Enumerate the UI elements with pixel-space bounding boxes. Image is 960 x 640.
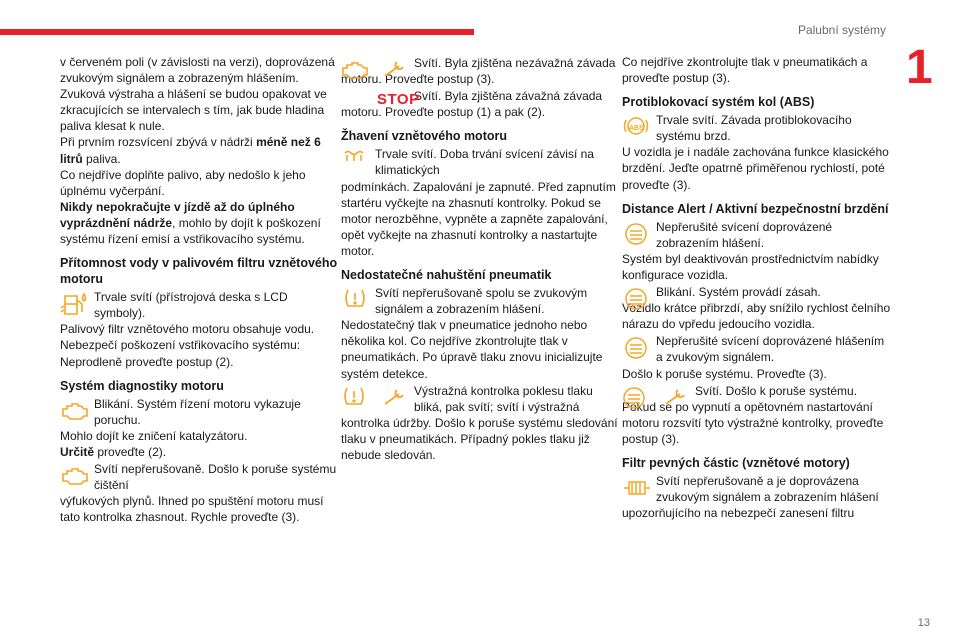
entry-indent-text: Nepřerušité svícení doprovázené hlášením a zvukovým signálem. — [656, 334, 885, 365]
engine-and-wrench-icon — [341, 56, 411, 84]
entry-glow-plugs — [341, 146, 623, 259]
entry-text: podmínkách. Zapalování je zapnuté. Před zapnutím startéru vyčkejte na zhasnutí kontrolky. Pokud se motor nerozběhne, vypněte a zapněte zapalování, opět vyčkejte na zhasnutí kontrolky a nastartujte motor. — [341, 179, 616, 258]
abs-icon — [622, 113, 652, 141]
entry-text: Pokud se po vypnutí a opětovném nastartování motoru rozsvítí tyto výstražné kontrolky, proveďte postup (3). — [622, 399, 884, 446]
entry-distance-alert-1 — [622, 219, 894, 283]
column-1 — [60, 54, 342, 525]
heading-tyre-pressure: Nedostatečné nahuštění pneumatik — [341, 268, 552, 283]
entry-text: upozorňujícího na nebezpečí zanesení filtru — [622, 506, 855, 521]
entry-text: Mohlo dojít ke zničení katalyzátoru. — [60, 428, 248, 443]
tyre-pressure-and-wrench-icon — [341, 384, 411, 412]
heading-water-in-fuel: Přítomnost vody v palivovém filtru vznětového motoru — [60, 256, 338, 287]
collision-warning-icon — [622, 334, 652, 362]
entry-indent-text: Svítí nepřerušovaně. Došlo k poruše systému čištění — [94, 461, 337, 493]
entry-indent-text: Nepřerušité svícení doprovázené zobrazením hlášení. — [656, 219, 833, 250]
glow-plug-icon — [341, 147, 371, 175]
abs-label: ABS — [629, 125, 644, 133]
entry-distance-alert-4 — [622, 383, 894, 447]
entry-major-fault — [341, 88, 623, 120]
entry-text: Došlo k poruše systému. Proveďte (3). — [622, 366, 827, 381]
engine-icon — [60, 462, 90, 490]
entry-indent-text: Blikání. Systém řízení motoru vykazuje poruchu. — [94, 396, 301, 427]
collision-warning-icon — [622, 220, 652, 248]
heading-engine-diagnostics: Systém diagnostiky motoru — [60, 378, 224, 393]
column-2 — [341, 54, 623, 463]
collision-warning-and-wrench-icon — [622, 384, 692, 412]
entry-text: výfukových plynů. Ihned po spuštění motoru musí tato kontrolka zhasnout. Rychle proveďte (3). — [60, 494, 324, 525]
paragraph: v červeném poli (v závislosti na verzi), doprovázená zvukovým signálem a zobrazeným hlášením. — [60, 55, 335, 86]
entry-text: Palivový filtr vznětového motoru obsahuje vodu. Nebezpečí poškození vstřikovacího systému: Neprodleně proveďte postup (2). — [60, 322, 315, 369]
paragraph: Co nejdříve doplňte palivo, aby nedošlo k jeho úplnému vyčerpání. — [60, 167, 306, 198]
entry-text: Systém byl deaktivován prostřednictvím nabídky konfigurace vozidla. — [622, 251, 879, 282]
entry-indent-text: Svítí nepřerušovaně a je doprovázena zvukovým signálem a zobrazením hlášení — [656, 473, 879, 505]
entry-abs — [622, 112, 894, 192]
entry-indent-text: Výstražná kontrolka poklesu tlaku bliká, pak svítí; svítí i výstražná — [414, 383, 593, 414]
entry-tyre-pressure — [341, 285, 623, 382]
entry-particle-filter — [622, 473, 894, 521]
stop-label: STOP — [377, 91, 420, 109]
entry-water-in-fuel — [60, 289, 342, 369]
entry-text: U vozidla je i nadále zachována funkce klasického brzdění. Jeďte opatrně přiměřenou rychlostí, poté proveďte (3). — [622, 145, 889, 192]
entry-tyre-monitor-fault — [341, 383, 623, 463]
entry-minor-fault — [341, 55, 623, 87]
paragraph: Co nejdříve zkontrolujte tlak v pneumatikách a proveďte postup (3). — [622, 55, 868, 86]
heading-abs: Protiblokovací systém kol (ABS) — [622, 95, 815, 110]
entry-text: motoru. Proveďte postup (3). — [341, 72, 495, 87]
entry-text: Nedostatečný tlak v pneumatice jednoho nebo několika kol. Co nejdříve zkontrolujte tlak v pneumatikách. Po úpravě tlaku znovu inicializujte systém detekce. — [341, 318, 603, 381]
entry-indent-text: Blikání. Systém provádí zásah. — [656, 285, 821, 300]
paragraph: Nikdy nepokračujte v jízdě až do úplného vyprázdnění nádrže, mohlo by dojít k poškození systému řízení emisí a vstřikovacího systému. — [60, 199, 321, 247]
entry-text: Určitě proveďte (2). — [60, 444, 167, 459]
entry-indent-text: Svítí nepřerušovaně spolu se zvukovým signálem a zobrazením hlášení. — [375, 286, 588, 317]
entry-indent-text: Svítí. Došlo k poruše systému. — [695, 383, 858, 398]
header-accent-bar — [0, 29, 474, 35]
heading-distance-alert: Distance Alert / Aktivní bezpečnostní brzdění — [622, 201, 889, 216]
entry-text: Vozidlo krátce přibrzdí, aby snížilo rychlost čelního nárazu do vpředu jedoucího vozidla. — [622, 301, 891, 332]
stop-icon — [341, 89, 420, 117]
heading-particle-filter: Filtr pevných částic (vznětové motory) — [622, 455, 850, 470]
column-3 — [622, 54, 894, 521]
entry-diag-blink — [60, 396, 342, 460]
entry-text: motoru. Proveďte postup (1) a pak (2). — [341, 105, 546, 120]
chapter-number: 1 — [906, 41, 933, 94]
entry-distance-alert-2 — [622, 284, 894, 332]
section-title: Palubní systémy — [797, 23, 886, 37]
entry-indent-text: Trvale svítí. Závada protiblokovacího systému brzd. — [656, 113, 852, 144]
engine-icon — [60, 397, 90, 425]
heading-glow-plugs: Žhavení vznětového motoru — [341, 129, 507, 144]
water-in-fuel-icon — [60, 290, 90, 318]
entry-distance-alert-3 — [622, 333, 894, 381]
entry-indent-text: Trvale svítí. Doba trvání svícení závisí na klimatických — [375, 147, 594, 178]
entry-indent-text: Svítí. Byla zjištěna závažná závada — [414, 89, 603, 104]
paragraph: Zvuková výstraha a hlášení se budou opakovat ve zkracujících se intervalech s tím, jak bude hladina paliva klesat k nule. — [60, 87, 327, 134]
entry-indent-text: Svítí. Byla zjištěna nezávažná závada — [414, 56, 616, 70]
page-number: 13 — [917, 617, 930, 629]
entry-indent-text: Trvale svítí (přístrojová deska s LCD symboly). — [94, 290, 288, 321]
tyre-pressure-icon — [341, 286, 371, 314]
particle-filter-icon — [622, 474, 652, 502]
paragraph: Při prvním rozsvícení zbývá v nádrži méně než 6 litrů paliva. — [60, 135, 321, 166]
entry-diag-steady — [60, 461, 342, 525]
entry-text: kontrolka údržby. Došlo k poruše systému sledování tlaku v pneumatikách. Případný pokles tlaku již nebude sledován. — [341, 415, 618, 462]
collision-warning-icon — [622, 285, 652, 313]
